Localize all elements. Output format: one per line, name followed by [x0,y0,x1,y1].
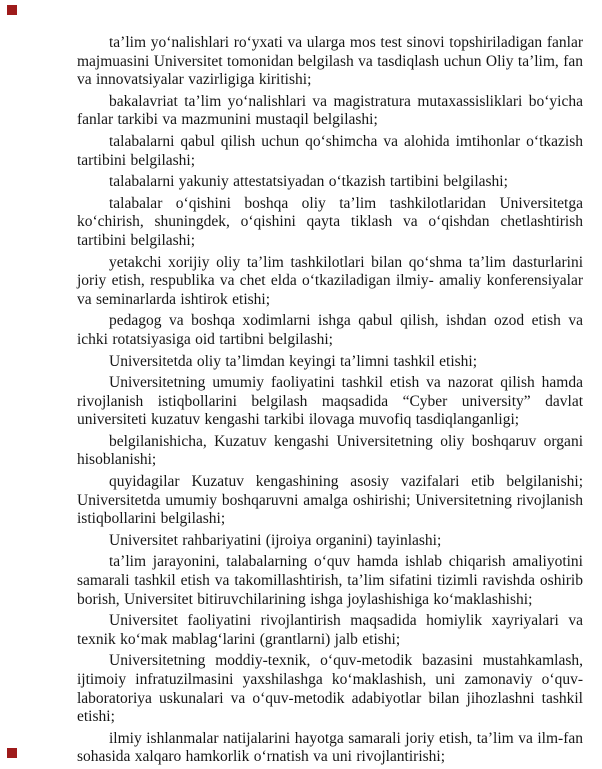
paragraph: ta’lim yo‘nalishlari ro‘yxati va ularga mos test sinovi topshiriladigan fanlar majmuasini Universitet tomonidan belgilash va tasdiqlash uchun Oliy ta’lim, fan va innovatsiyalar vazirligiga kiritishi; [77,34,583,89]
paragraph: bakalavriat ta’lim yo‘nalishlari va magistratura mutaxassisliklari bo‘yicha fanlar tarkibi va mazmunini mustaqil belgilashi; [77,92,583,129]
paragraph: Universitetning umumiy faoliyatini tashkil etish va nazorat qilish hamda rivojlanish istiqbollarini belgilash maqsadida “Cyber university” davlat universiteti kuzatuv kengashi tarkibi ilovaga muvofiq tasdiqlanganligi; [77,374,583,429]
paragraph: talabalarni yakuniy attestatsiyadan o‘tkazish tartibini belgilashi; [109,173,508,191]
paragraph: Universitet faoliyatini rivojlantirish maqsadida homiylik xayriyalari va texnik ko‘mak mablag‘larini (grantlarni) jalb etishi; [77,612,583,648]
paragraph: ilmiy ishlanmalar natijalarini hayotga samarali joriy etish, ta’lim va ilm-fan sohasida xalqaro hamkorlik o‘rnatish va uni rivojlantirishi; [77,729,583,766]
paragraph: Universitetda oliy ta’limdan keyingi ta’limni tashkil etishi; [109,352,478,370]
document-text [77,34,583,769]
paragraph: Universitetning moddiy-texnik, o‘quv-metodik bazasini mustahkamlash, ijtimoiy infratuzilmasini yaxshilashga ko‘maklashish, uni zamonaviy o‘quv-laboratoriya uskunalari va o‘quv-metodik adabiyotlar bilan jihozlashni tashkil etishi; [77,652,583,726]
paragraph: quyidagilar Kuzatuv kengashining asosiy vazifalari etib belgilanishi; Universitetda umumiy boshqaruvni amalga oshirishi; Universitetning rivojlanish istiqbollarini belgilashi; [77,473,583,528]
paragraph: belgilanishicha, Kuzatuv kengashi Universitetning oliy boshqaruv organi hisoblanishi; [77,432,583,469]
paragraph: talabalarni qabul qilish uchun qo‘shimcha va alohida imtihonlar o‘tkazish tartibini belgilashi; [77,132,583,169]
paragraph: pedagog va boshqa xodimlarni ishga qabul qilish, ishdan ozod etish va ichki rotatsiyasiga oid tartibni belgilashi; [77,312,583,348]
scan-mark-top-left [7,5,17,15]
paragraph: Universitet rahbariyatini (ijroiya organini) tayinlashi; [109,531,442,549]
scan-mark-bottom-left [7,748,17,758]
paragraph: yetakchi xorijiy oliy ta’lim tashkilotlari bilan qo‘shma ta’lim dasturlarini joriy etish, respublika va chet elda o‘tkaziladigan ilmiy- amaliy konferensiyalar va seminarlarda ishtirok etishi; [77,253,583,308]
paragraph: talabalar o‘qishini boshqa oliy ta’lim tashkilotlaridan Universitetga ko‘chirish, shuningdek, o‘qishini qayta tiklash va o‘qishdan chetlashtirish tartibini belgilashi; [77,194,583,249]
paragraph: ta’lim jarayonini, talabalarning o‘quv hamda ishlab chiqarish amaliyotini samarali tashkil etish va takomillashtirish, ta’lim sifatini tizimli ravishda oshirib borish, Universitet bitiruvchilarining ishga joylashishiga ko‘maklashishi; [77,553,583,608]
